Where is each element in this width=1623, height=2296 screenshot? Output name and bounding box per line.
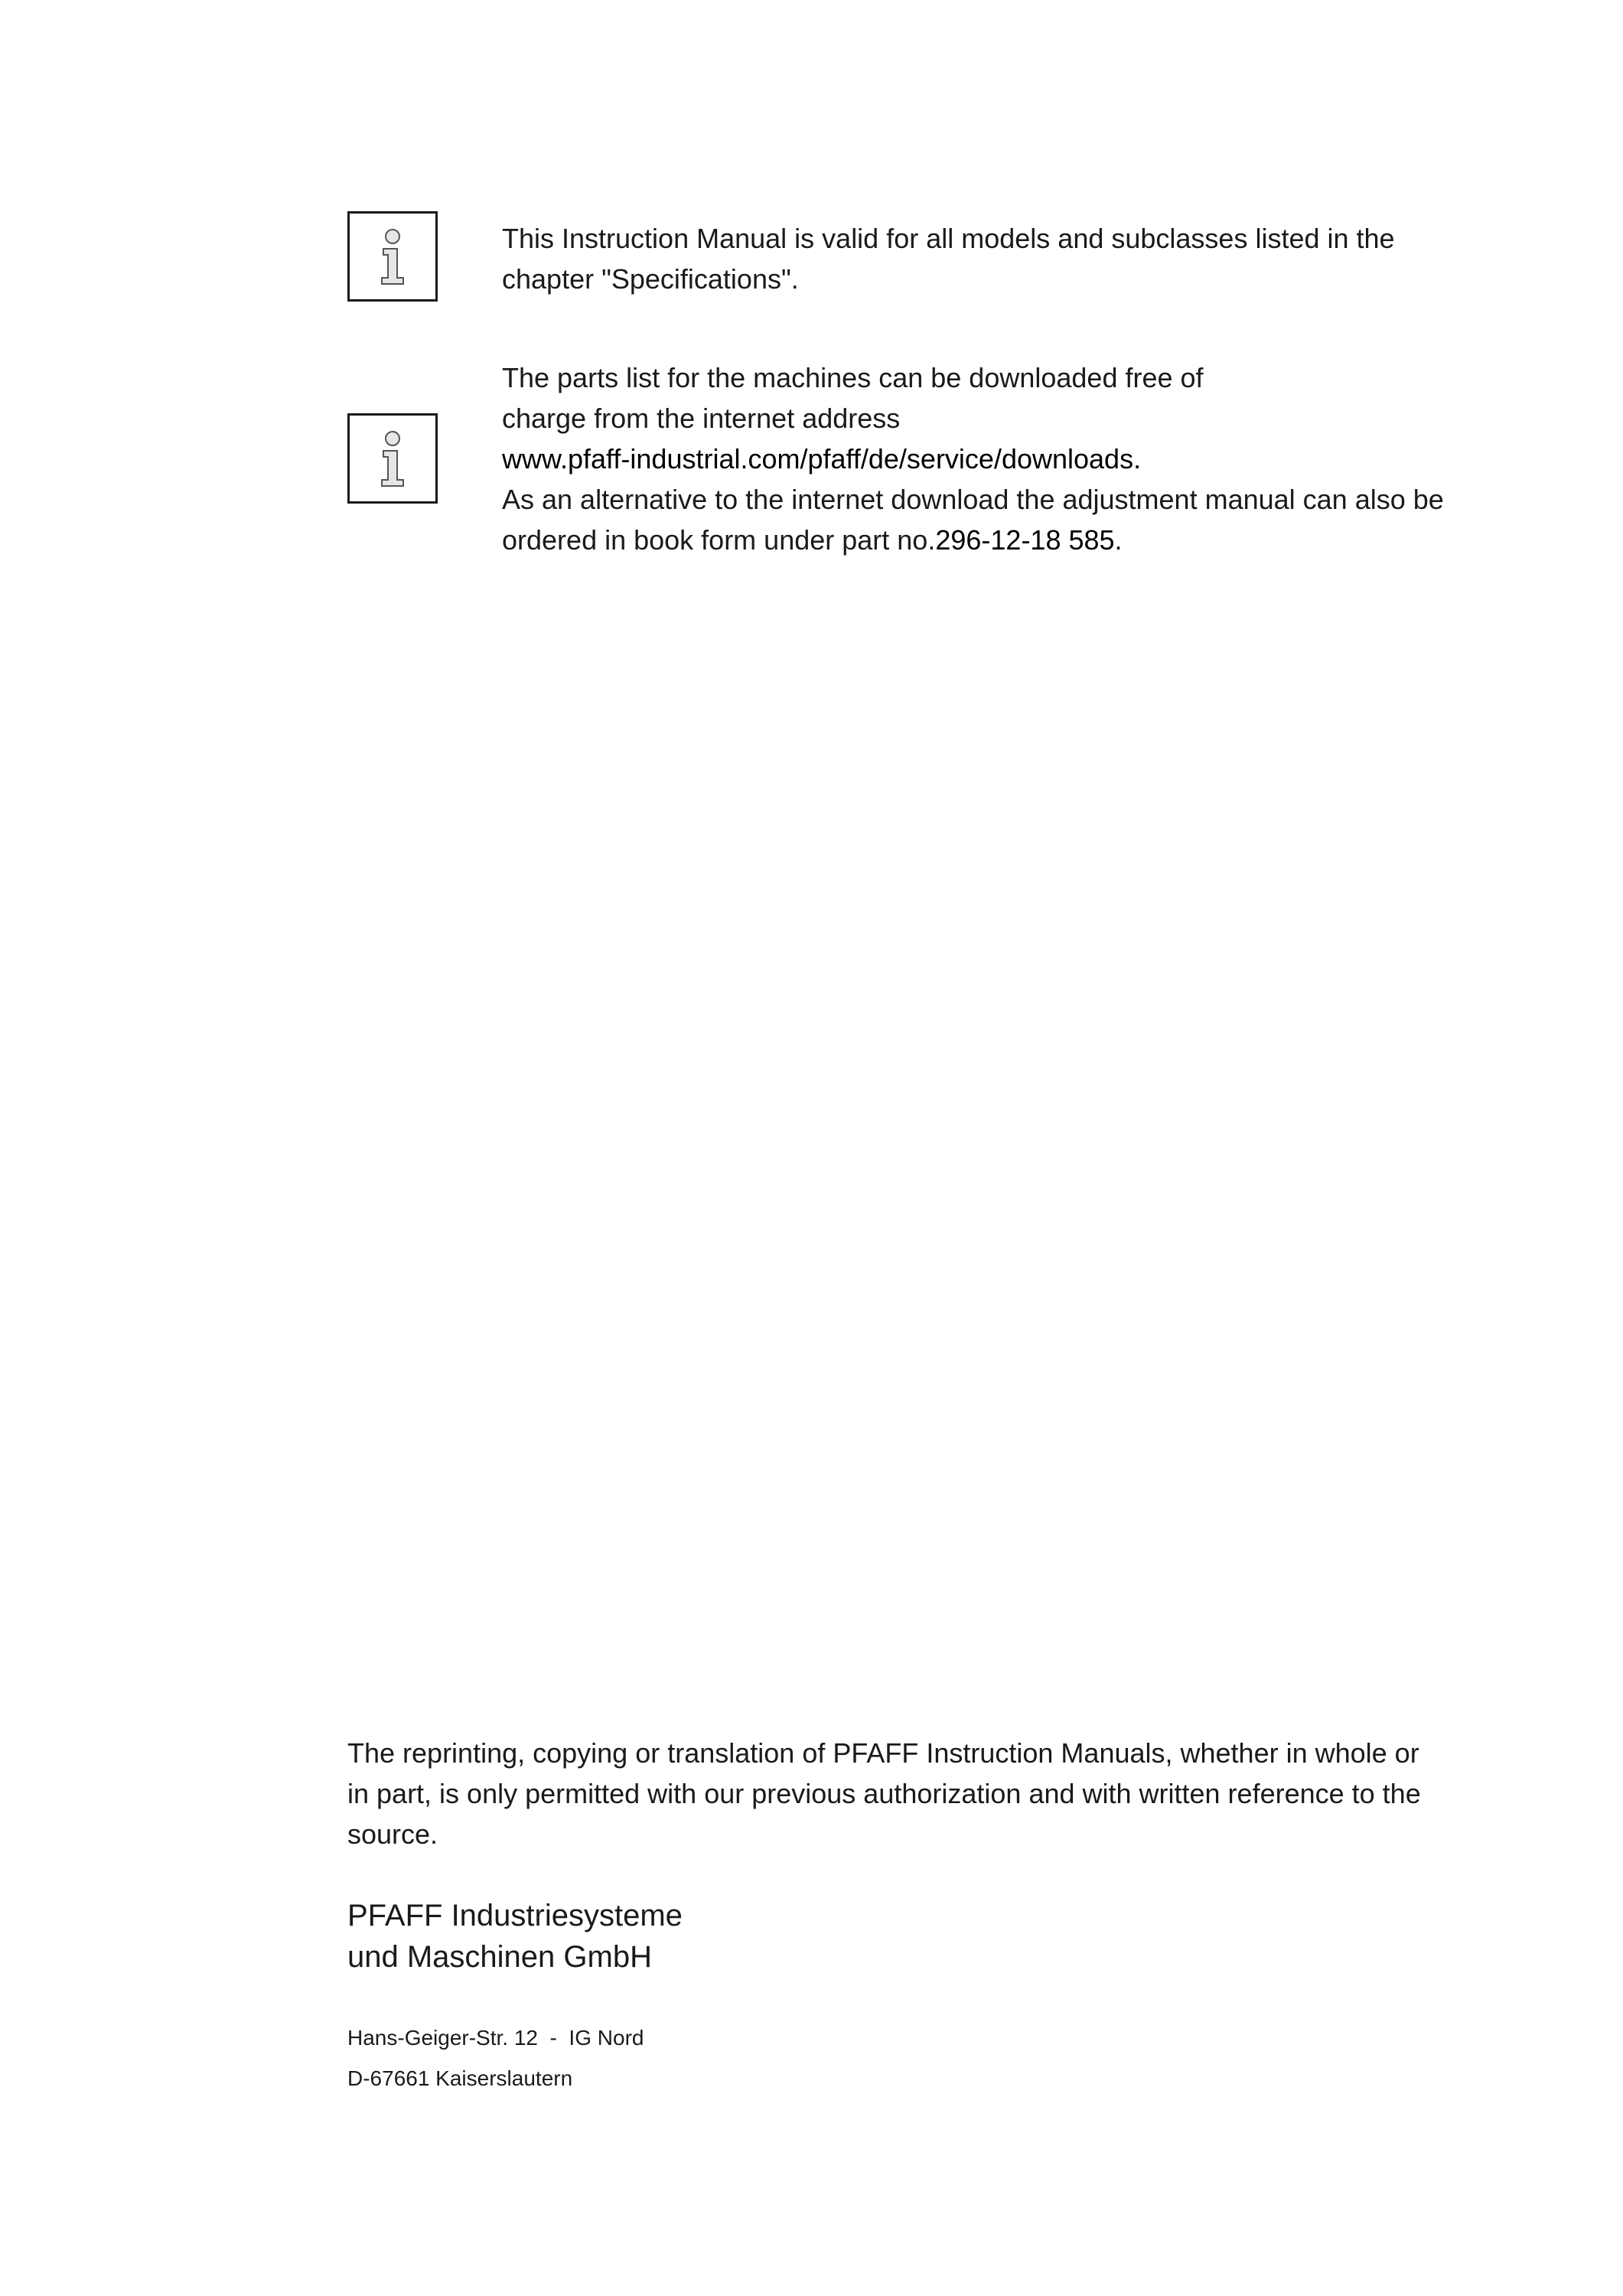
note-line: chapter "Specifications". — [502, 263, 799, 295]
part-number-prefix: ordered in book form under part no. — [502, 524, 936, 556]
copyright-line: source. — [347, 1818, 438, 1850]
note-line: The parts list for the machines can be downloaded free of — [502, 362, 1204, 393]
company-name-line: und Maschinen GmbH — [347, 1940, 652, 1974]
copyright-line: in part, is only permitted with our previous authorization and with written reference to the — [347, 1778, 1421, 1809]
info-icon-graphic — [350, 214, 435, 299]
info-icon — [347, 211, 438, 302]
company-name — [347, 1895, 1113, 1978]
note-line — [502, 520, 1458, 560]
part-number: 296-12-18 585 — [935, 524, 1115, 556]
note-line: This Instruction Manual is valid for all models and subclasses listed in the — [502, 223, 1395, 254]
parts-list-note — [502, 357, 1458, 560]
note-line: As an alternative to the internet download the adjustment manual can also be — [502, 484, 1444, 515]
company-address — [347, 2017, 1113, 2099]
copyright-line: The reprinting, copying or translation of PFAFF Instruction Manuals, whether in whole or — [347, 1737, 1419, 1769]
part-number-suffix: . — [1114, 524, 1123, 556]
note-line: charge from the internet address — [502, 403, 901, 434]
info-icon — [347, 413, 438, 504]
address-city: D-67661 Kaiserslautern — [347, 2066, 573, 2090]
download-url-link[interactable]: www.pfaff-industrial.com/pfaff/de/service/downloads. — [502, 443, 1142, 475]
info-icon-graphic — [350, 416, 435, 501]
address-street: Hans-Geiger-Str. 12 - IG Nord — [347, 2026, 644, 2050]
company-name-line: PFAFF Industriesysteme — [347, 1899, 683, 1932]
validity-note — [502, 218, 1458, 299]
copyright-notice — [347, 1733, 1465, 1854]
